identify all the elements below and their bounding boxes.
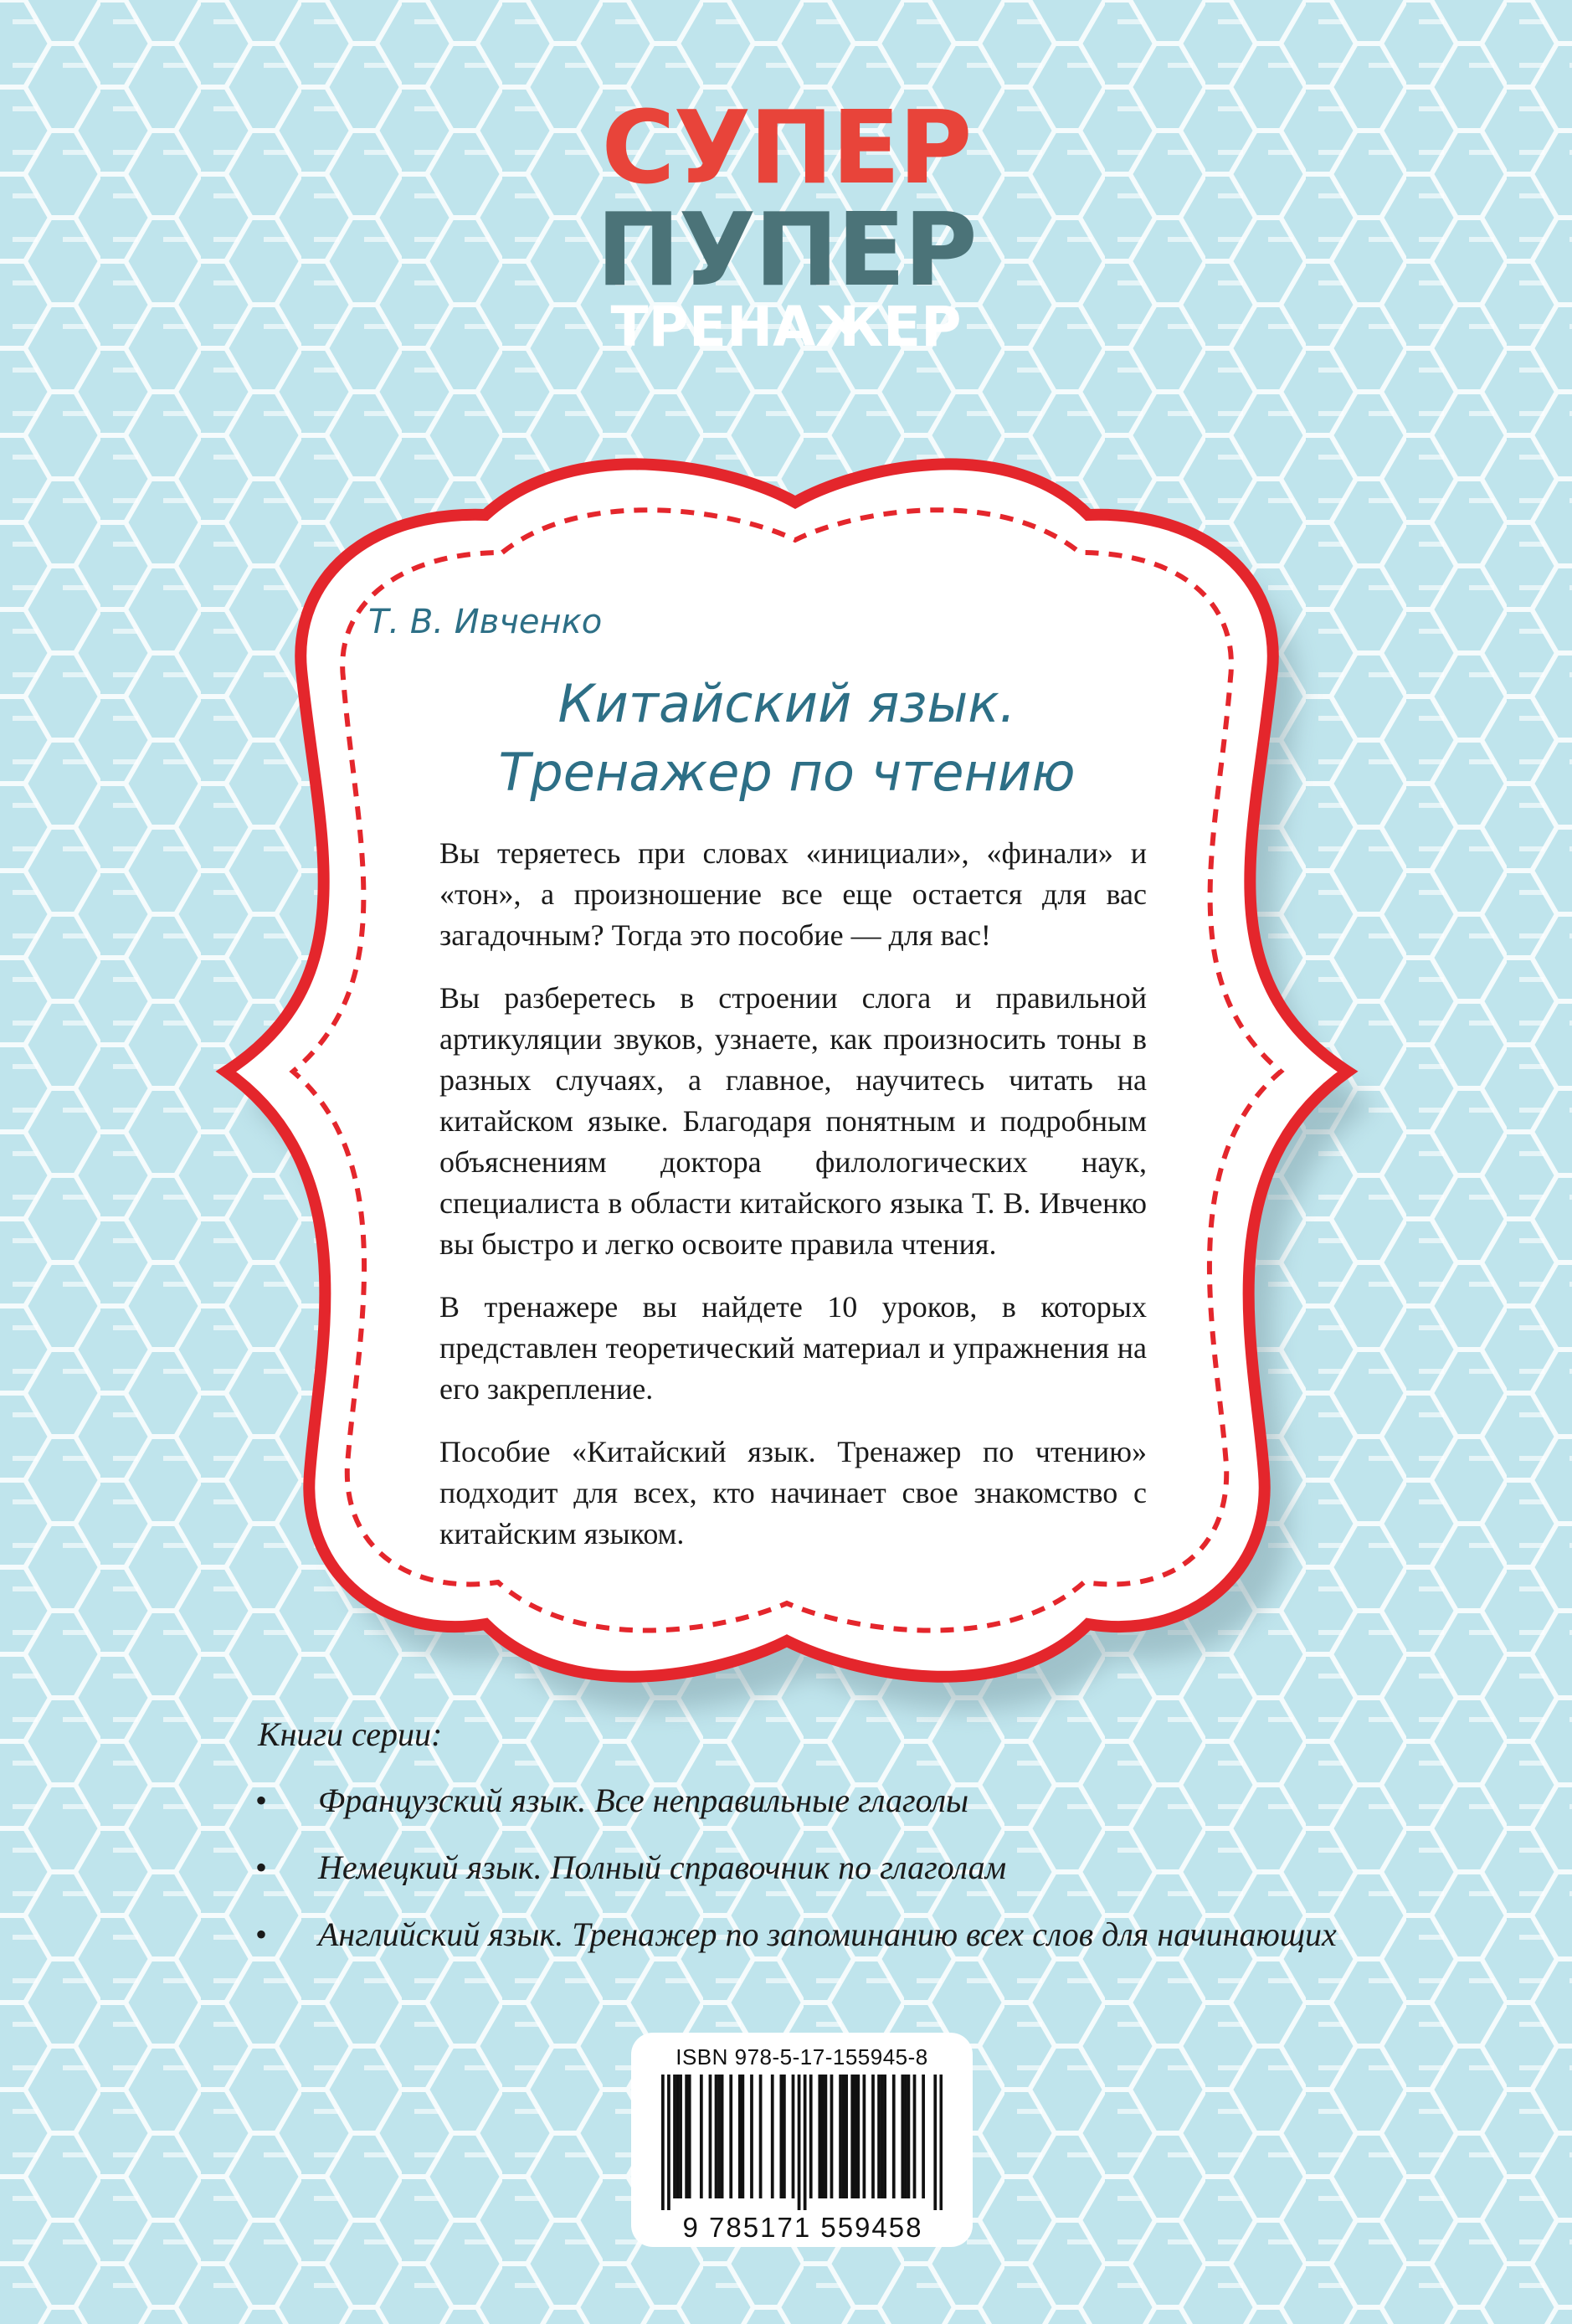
barcode-bar: [676, 2075, 680, 2198]
series-label: Книги серии:: [258, 1715, 443, 1753]
description-paragraph: Вы теряетесь при словах «инициали», «финали» и «тон», а произношение все еще остается для вас загадочным? Тогда это пособие — для вас!: [439, 836, 1147, 952]
barcode-guard-bar: [939, 2075, 943, 2210]
barcode-bar: [818, 2075, 821, 2198]
barcode-bar: [856, 2075, 860, 2198]
barcode-bar: [830, 2075, 834, 2198]
barcode-bar: [904, 2075, 907, 2198]
barcode-bar: [717, 2075, 721, 2198]
barcode-bar: [771, 2075, 774, 2198]
barcode-bar: [877, 2075, 881, 2198]
book-author: Т. В. Ивченко: [368, 603, 603, 641]
series-title-super: СУПЕР: [601, 90, 971, 207]
barcode-guard-bar: [798, 2075, 801, 2210]
barcode-bar: [821, 2075, 825, 2198]
barcode-bar: [759, 2075, 763, 2198]
description-paragraph: Пособие «Китайский язык. Тренажер по чтению» подходит для всех, кто начинает свое знакомство с китайским языком.: [439, 1435, 1147, 1550]
series-title-trenazher: ТРЕНАЖЕР: [610, 295, 962, 359]
barcode-bar: [863, 2075, 866, 2198]
bullet-icon: •: [255, 1848, 268, 1886]
series-book-title: Английский язык. Тренажер по запоминанию всех слов для начинающих: [318, 1915, 1337, 1953]
barcode-guard-bar: [661, 2075, 665, 2210]
barcode-bar: [850, 2075, 854, 2198]
barcode-bar: [845, 2075, 848, 2198]
barcode-bar: [688, 2075, 691, 2198]
list-item: [255, 1912, 1343, 1957]
series-title-puper: ПУПЕР: [596, 193, 976, 309]
barcode-bar: [892, 2075, 896, 2198]
barcode-bar: [729, 2075, 732, 2198]
barcode-bar: [700, 2075, 703, 2198]
book-title-line2: Тренажер по чтению: [498, 742, 1076, 803]
barcode-digits: 9 785171 559458: [682, 2212, 923, 2243]
bullet-icon: •: [255, 1915, 268, 1953]
barcode-bar: [871, 2075, 875, 2198]
isbn-block: [631, 2033, 973, 2247]
book-description: [439, 833, 1147, 1576]
series-book-title: Французский язык. Все неправильные глаголы: [318, 1782, 969, 1819]
barcode-bar: [679, 2075, 682, 2198]
barcode-bar: [913, 2075, 917, 2198]
barcode-bar: [854, 2075, 857, 2198]
barcode-bar: [721, 2075, 724, 2198]
barcode-bar: [709, 2075, 712, 2198]
book-title-line1: Китайский язык.: [557, 673, 1016, 734]
description-paragraph: В тренажере вы найдете 10 уроков, в которых представлен теоретический материал и упражнения на его закрепление.: [439, 1290, 1147, 1406]
barcode-bar: [901, 2075, 904, 2198]
barcode-bar: [792, 2075, 795, 2198]
list-item: [255, 1845, 1343, 1890]
barcode-bar: [881, 2075, 884, 2198]
barcode-bar: [907, 2075, 911, 2198]
list-item: [255, 1778, 1343, 1823]
barcode-bar: [839, 2075, 842, 2198]
barcode-bar: [779, 2075, 783, 2198]
barcode-bar: [883, 2075, 886, 2198]
barcode: [661, 2075, 943, 2210]
isbn-number: ISBN 978-5-17-155945-8: [676, 2044, 928, 2069]
barcode-bar: [809, 2075, 813, 2198]
barcode-bar: [715, 2075, 718, 2198]
barcode-bar: [673, 2075, 676, 2198]
barcode-bar: [741, 2075, 744, 2198]
barcode-bar: [738, 2075, 742, 2198]
series-book-title: Немецкий язык. Полный справочник по глаголам: [318, 1848, 1007, 1886]
barcode-bar: [825, 2075, 828, 2198]
barcode-guard-bar: [933, 2075, 937, 2210]
barcode-guard-bar: [804, 2075, 807, 2210]
barcode-bar: [750, 2075, 753, 2198]
barcode-bar: [783, 2075, 786, 2198]
barcode-bar: [685, 2075, 688, 2198]
barcode-bar: [842, 2075, 845, 2198]
series-book-list: [255, 1778, 1343, 1979]
barcode-guard-bar: [667, 2075, 670, 2210]
book-title: [360, 670, 1214, 807]
description-paragraph: Вы разберетесь в строении слога и правильной артикуляции звуков, узнаете, как произносить тоны в разных случаях, а главное, научитесь читать на китайском языке. Благодаря понятным и подробным объяснениям доктора филологических наук, специалиста в области китайского языка Т. В. Ивченко вы быстро и легко освоите правила чтения.: [439, 981, 1147, 1261]
barcode-bar: [922, 2075, 925, 2198]
bullet-icon: •: [255, 1782, 268, 1819]
